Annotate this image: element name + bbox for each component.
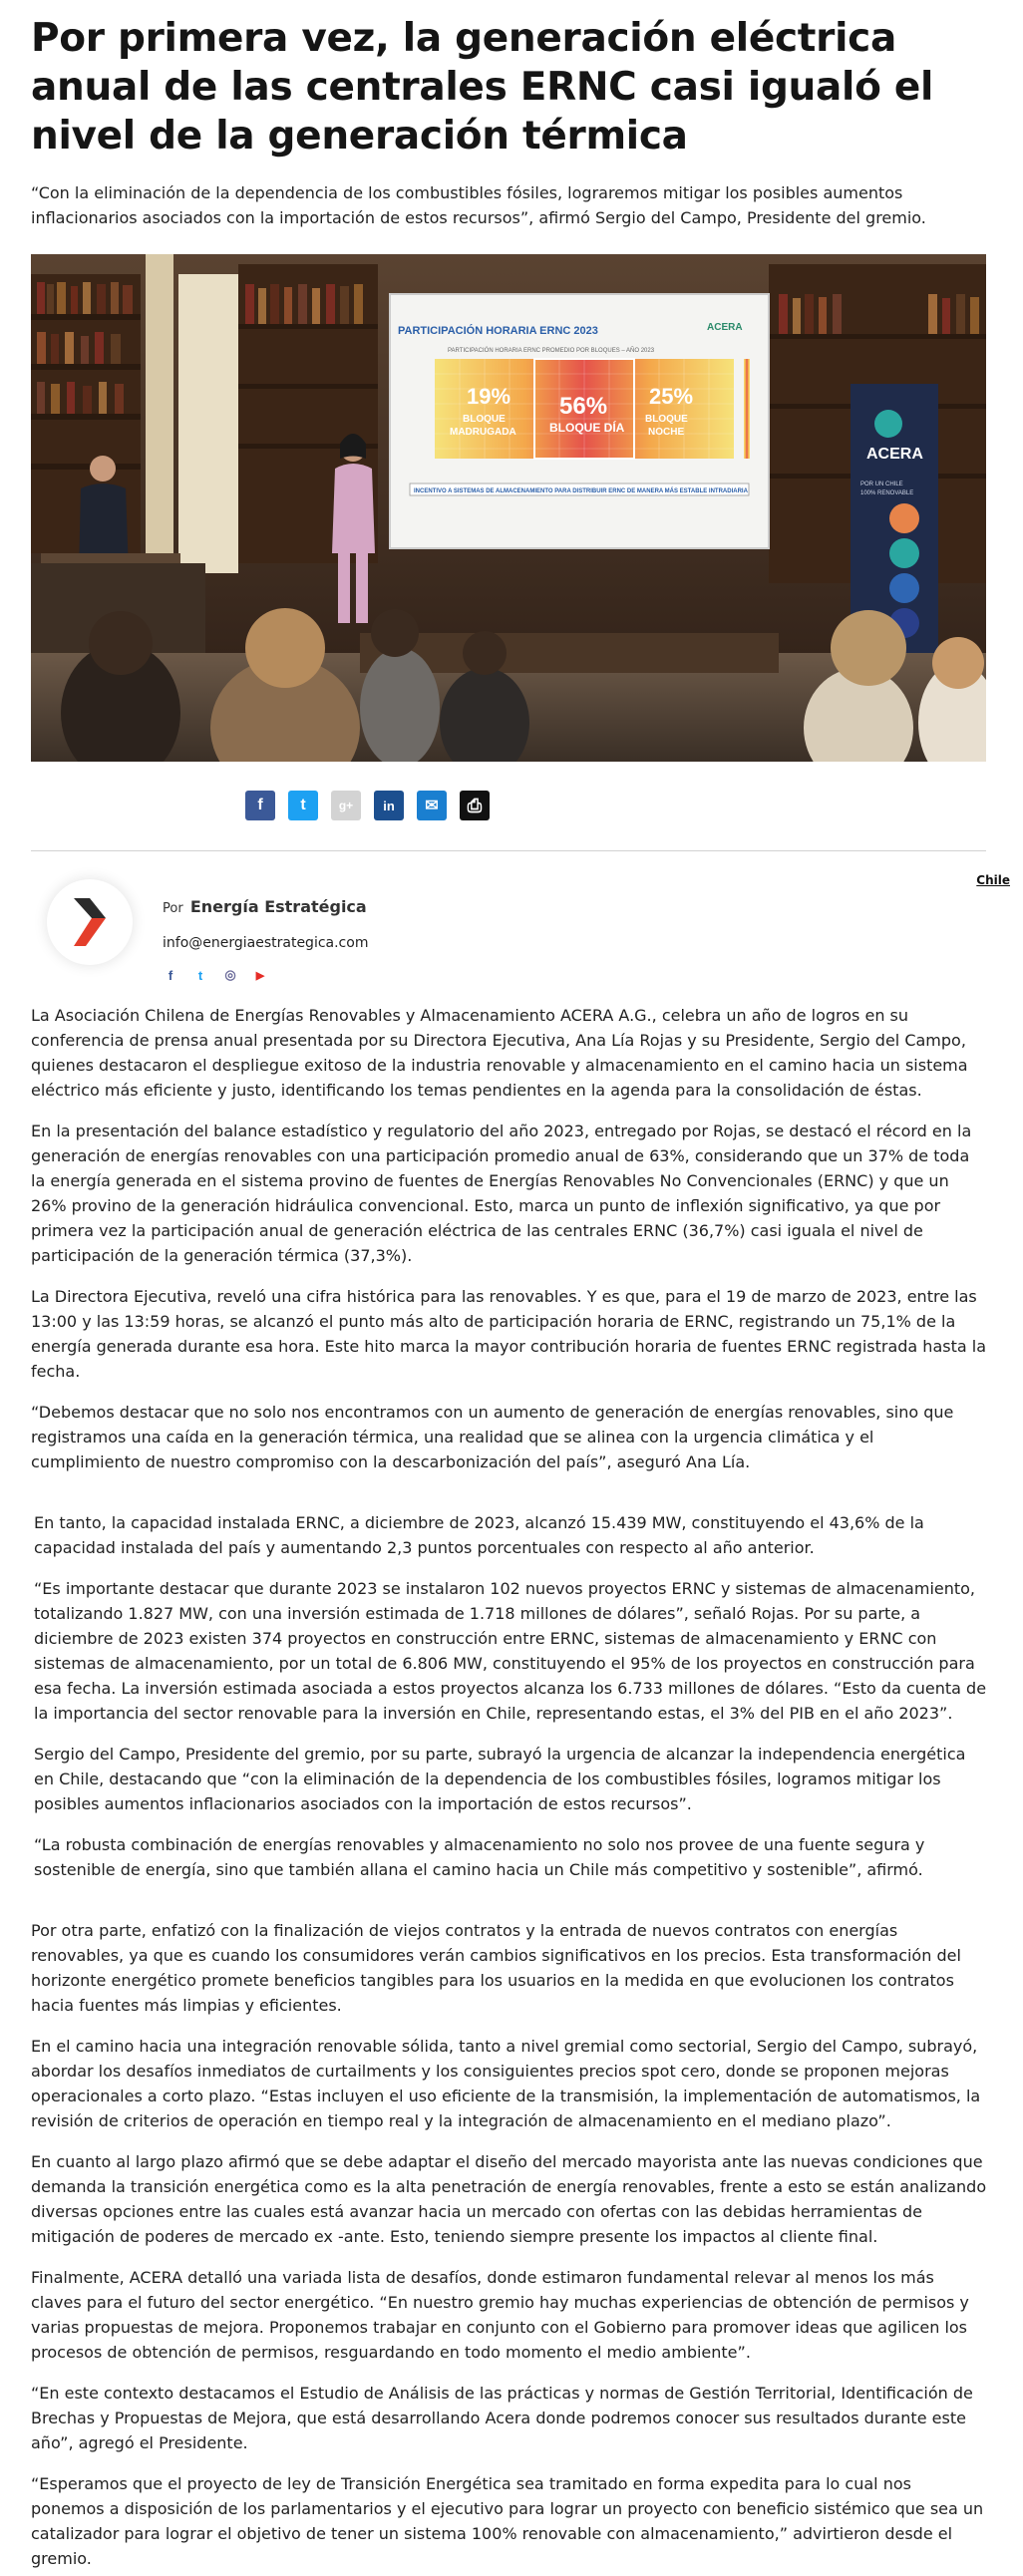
byline	[163, 897, 367, 916]
block-2-label-1: BLOQUE DÍA	[549, 421, 625, 435]
article-body	[31, 1003, 988, 2571]
google-plus-icon: g+	[338, 799, 354, 812]
hero-photo-illustration	[31, 254, 986, 762]
author-twitter-icon[interactable]: t	[197, 967, 203, 983]
banner-tagline-2: 100% RENOVABLE	[860, 490, 914, 496]
author-block	[31, 867, 1018, 1003]
banner-tagline-1: POR UN CHILE	[860, 482, 903, 487]
article-title: Por primera vez, la generación eléctrica anual de las centrales ERNC casi igualó el nivel de la generación térmica	[31, 16, 934, 159]
banner-logo: ACERA	[866, 446, 923, 463]
slide-subtitle: PARTICIPACIÓN HORARIA ERNC PROMEDIO POR BLOQUES – AÑO 2023	[448, 348, 655, 354]
paragraph: “En este contexto destacamos el Estudio de Análisis de las prácticas y normas de Gestión Territorial, Identificación de Brechas y Propuestas de Mejora, que está desarrollando Acera donde podremos conocer sus resultados durante este año”, agregó el Presidente.	[31, 2384, 973, 2452]
paragraph: La Asociación Chilena de Energías Renovables y Almacenamiento ACERA A.G., celebra un año de logros en su conferencia de prensa anual presentada por su Directora Ejecutiva, Ana Lía Rojas y su Presidente, Sergio del Campo, quienes destacaron el despliegue exitoso de la industria renovable y almacenamiento en el camino hacia un sistema eléctrico más eficiente y justo, identificando los temas pendientes en la agenda para la consolidación de éstas.	[31, 1006, 968, 1100]
paragraph: “Esperamos que el proyecto de ley de Transición Energética sea tramitado en forma expedita para lo cual nos ponemos a disposición de los parlamentarios y el ejecutivo para lograr un proyecto con beneficio sistémico que sea un catalizador para lograr el objetivo de tener un sistema 100% renovable con almacenamiento,” advirtieron desde el gremio.	[31, 2474, 984, 2568]
slide-footer: INCENTIVO A SISTEMAS DE ALMACENAMIENTO PARA DISTRIBUIR ERNC DE MANERA MÁS ESTABLE INTRADIARIA	[414, 488, 748, 494]
country-tag[interactable]: Chile	[976, 873, 1010, 887]
energia-estrategica-logo-icon	[70, 896, 110, 948]
paragraph: En la presentación del balance estadístico y regulatorio del año 2023, entregado por Rojas, se destacó el récord en la generación de energías renovables con una participación promedio anual de 63%, considerando que un 37% de toda la energía generada en el sistema provino de fuentes de Energías Renovables No Convencionales (ERNC) y que un 26% provino de la generación hidráulica convencional. Esto, marca un punto de inflexión significativo, ya que por primera vez la participación anual de generación eléctrica de las centrales ERNC (36,7%) casi iguala el nivel de participación de la generación térmica (37,3%).	[31, 1122, 972, 1265]
block-2-percent: 56%	[559, 393, 608, 420]
article-dek: “Con la eliminación de la dependencia de los combustibles fósiles, lograremos mitigar los posibles aumentos inflacionarios asociados con la importación de estos recursos”, afirmó Sergio del Campo, Presidente del gremio.	[31, 183, 926, 227]
article-page	[31, 14, 1018, 2571]
share-print-button[interactable]	[460, 791, 490, 820]
byline-prefix: Por	[163, 901, 183, 916]
author-social	[163, 967, 268, 983]
slide-title: PARTICIPACIÓN HORARIA ERNC 2023	[398, 325, 598, 337]
block-3-label-1: BLOQUE	[645, 414, 688, 425]
paragraph: Por otra parte, enfatizó con la finalización de viejos contratos y la entrada de nuevos contratos con energías renovables, ya que es cuando los consumidores verán cambios significativos en los precios. Esta transformación del horizonte energético promete beneficios tangibles para los usuarios en la medida en que evolucionen los contratos hacia fuentes más limpias y eficientes.	[31, 1921, 961, 2015]
paragraph: Sergio del Campo, Presidente del gremio, por su parte, subrayó la urgencia de alcanzar la independencia energética en Chile, destacando que “con la eliminación de la dependencia de los combustibles fósiles, logramos mitigar los posibles aumentos inflacionarios asociados con la importación de estos recursos”.	[34, 1745, 966, 1813]
slide-logo: ACERA	[707, 322, 743, 333]
paragraph: “Debemos destacar que no solo nos encontramos con un aumento de generación de energías renovables, sino que registramos una caída en la generación térmica, una realidad que se alinea con la urgencia climática y el cumplimiento de nuestro compromiso con la descarbonización del país”, aseguró Ana Lía.	[31, 1403, 954, 1471]
facebook-icon: f	[257, 797, 263, 813]
block-1-label-2: MADRUGADA	[450, 427, 516, 438]
paragraph: En tanto, la capacidad instalada ERNC, a diciembre de 2023, alcanzó 15.439 MW, constituyendo el 43,6% de la capacidad instalada del país y aumentando 2,3 puntos porcentuales con respecto al año anterior.	[34, 1513, 924, 1557]
block-3-percent: 25%	[649, 384, 694, 409]
paragraph: “La robusta combinación de energías renovables y almacenamiento no solo nos provee de una fuente segura y sostenible de energía, sino que también allana el camino hacia un Chile más competitivo y sostenible”, afirmó.	[34, 1835, 925, 1879]
author-name[interactable]: Energía Estratégica	[189, 897, 367, 916]
author-facebook-icon[interactable]: f	[168, 967, 173, 983]
share-linkedin-button[interactable]	[374, 791, 404, 820]
paragraph: “Es importante destacar que durante 2023 se instalaron 102 nuevos proyectos ERNC y sistemas de almacenamiento, totalizando 1.827 MW, con una inversión estimada de 1.718 millones de dólares”, señaló Rojas. Por su parte, a diciembre de 2023 existen 374 proyectos en construcción entre ERNC, sistemas de almacenamiento y ERNC con sistemas de almacenamiento, por un total de 6.806 MW, constituyendo el 95% de los proyectos en construcción para esa fecha. La inversión estimada asociada a estos proyectos alcanza los 6.733 millones de dólares. “Esto da cuenta de la importancia del sector renovable para la inversión en Chile, representando estas, el 3% del PIB en el año 2023”.	[34, 1579, 987, 1723]
share-twitter-button[interactable]	[288, 791, 318, 820]
divider	[31, 850, 986, 851]
email-icon: ✉	[425, 798, 439, 814]
paragraph: En cuanto al largo plazo afirmó que se debe adaptar el diseño del mercado mayorista ante las nuevas condiciones que demanda la transición energética como es la alta penetración de energía renovables, frente a esto se están analizando diversas opciones entre las cuales está avanzar hacia un mercado con ofertas con las debidas herramientas de mitigación de poderes de mercado ex -ante. Esto, teniendo siempre presente los impactos al cliente final.	[31, 2152, 987, 2246]
block-1-label-1: BLOQUE	[463, 414, 506, 425]
linkedin-icon: in	[383, 798, 395, 813]
share-google-plus-button[interactable]	[331, 791, 361, 820]
paragraph: La Directora Ejecutiva, reveló una cifra histórica para las renovables. Y es que, para el 19 de marzo de 2023, entre las 13:00 y las 13:59 horas, se alcanzó el punto más alto de participación horaria de ERNC, registrando un 75,1% de la energía generada durante esa hora. Este hito marca la mayor contribución horaria de fuentes ERNC registrada hasta la fecha.	[31, 1287, 986, 1381]
author-email[interactable]: info@energiaestrategica.com	[163, 935, 369, 951]
hero-photo	[31, 254, 986, 762]
print-icon: ⎙	[467, 795, 483, 815]
share-email-button[interactable]	[417, 791, 447, 820]
block-3-label-2: NOCHE	[648, 427, 685, 438]
author-instagram-icon[interactable]: ◎	[224, 967, 236, 982]
share-bar	[245, 791, 1018, 822]
paragraph: Finalmente, ACERA detalló una variada lista de desafíos, donde estimaron fundamental relevar al menos los más claves para el futuro del sector energético. “En nuestro gremio hay muchas experiencias de obtención de permisos y varias propuestas de mejora. Proponemos trabajar en conjunto con el Gobierno para promover ideas que agilicen los procesos de obtención de permisos, resguardando en todo momento el medio ambiente”.	[31, 2268, 969, 2362]
author-avatar[interactable]	[47, 879, 133, 965]
paragraph: En el camino hacia una integración renovable sólida, tanto a nivel gremial como sectorial, Sergio del Campo, subrayó, abordar los desafíos inmediatos de curtailments y los consiguientes precios spot cero, donde se proponen mejoras operacionales a corto plazo. “Estas incluyen el uso eficiente de la transmisión, la implementación de automatismos, la revisión de criterios de operación en tiempo real y la integración de almacenamiento en el mediano plazo”.	[31, 2037, 981, 2130]
share-facebook-button[interactable]	[245, 791, 275, 820]
block-1-percent: 19%	[467, 384, 512, 409]
twitter-icon: t	[300, 797, 306, 813]
author-youtube-icon[interactable]: ▶	[255, 969, 265, 982]
